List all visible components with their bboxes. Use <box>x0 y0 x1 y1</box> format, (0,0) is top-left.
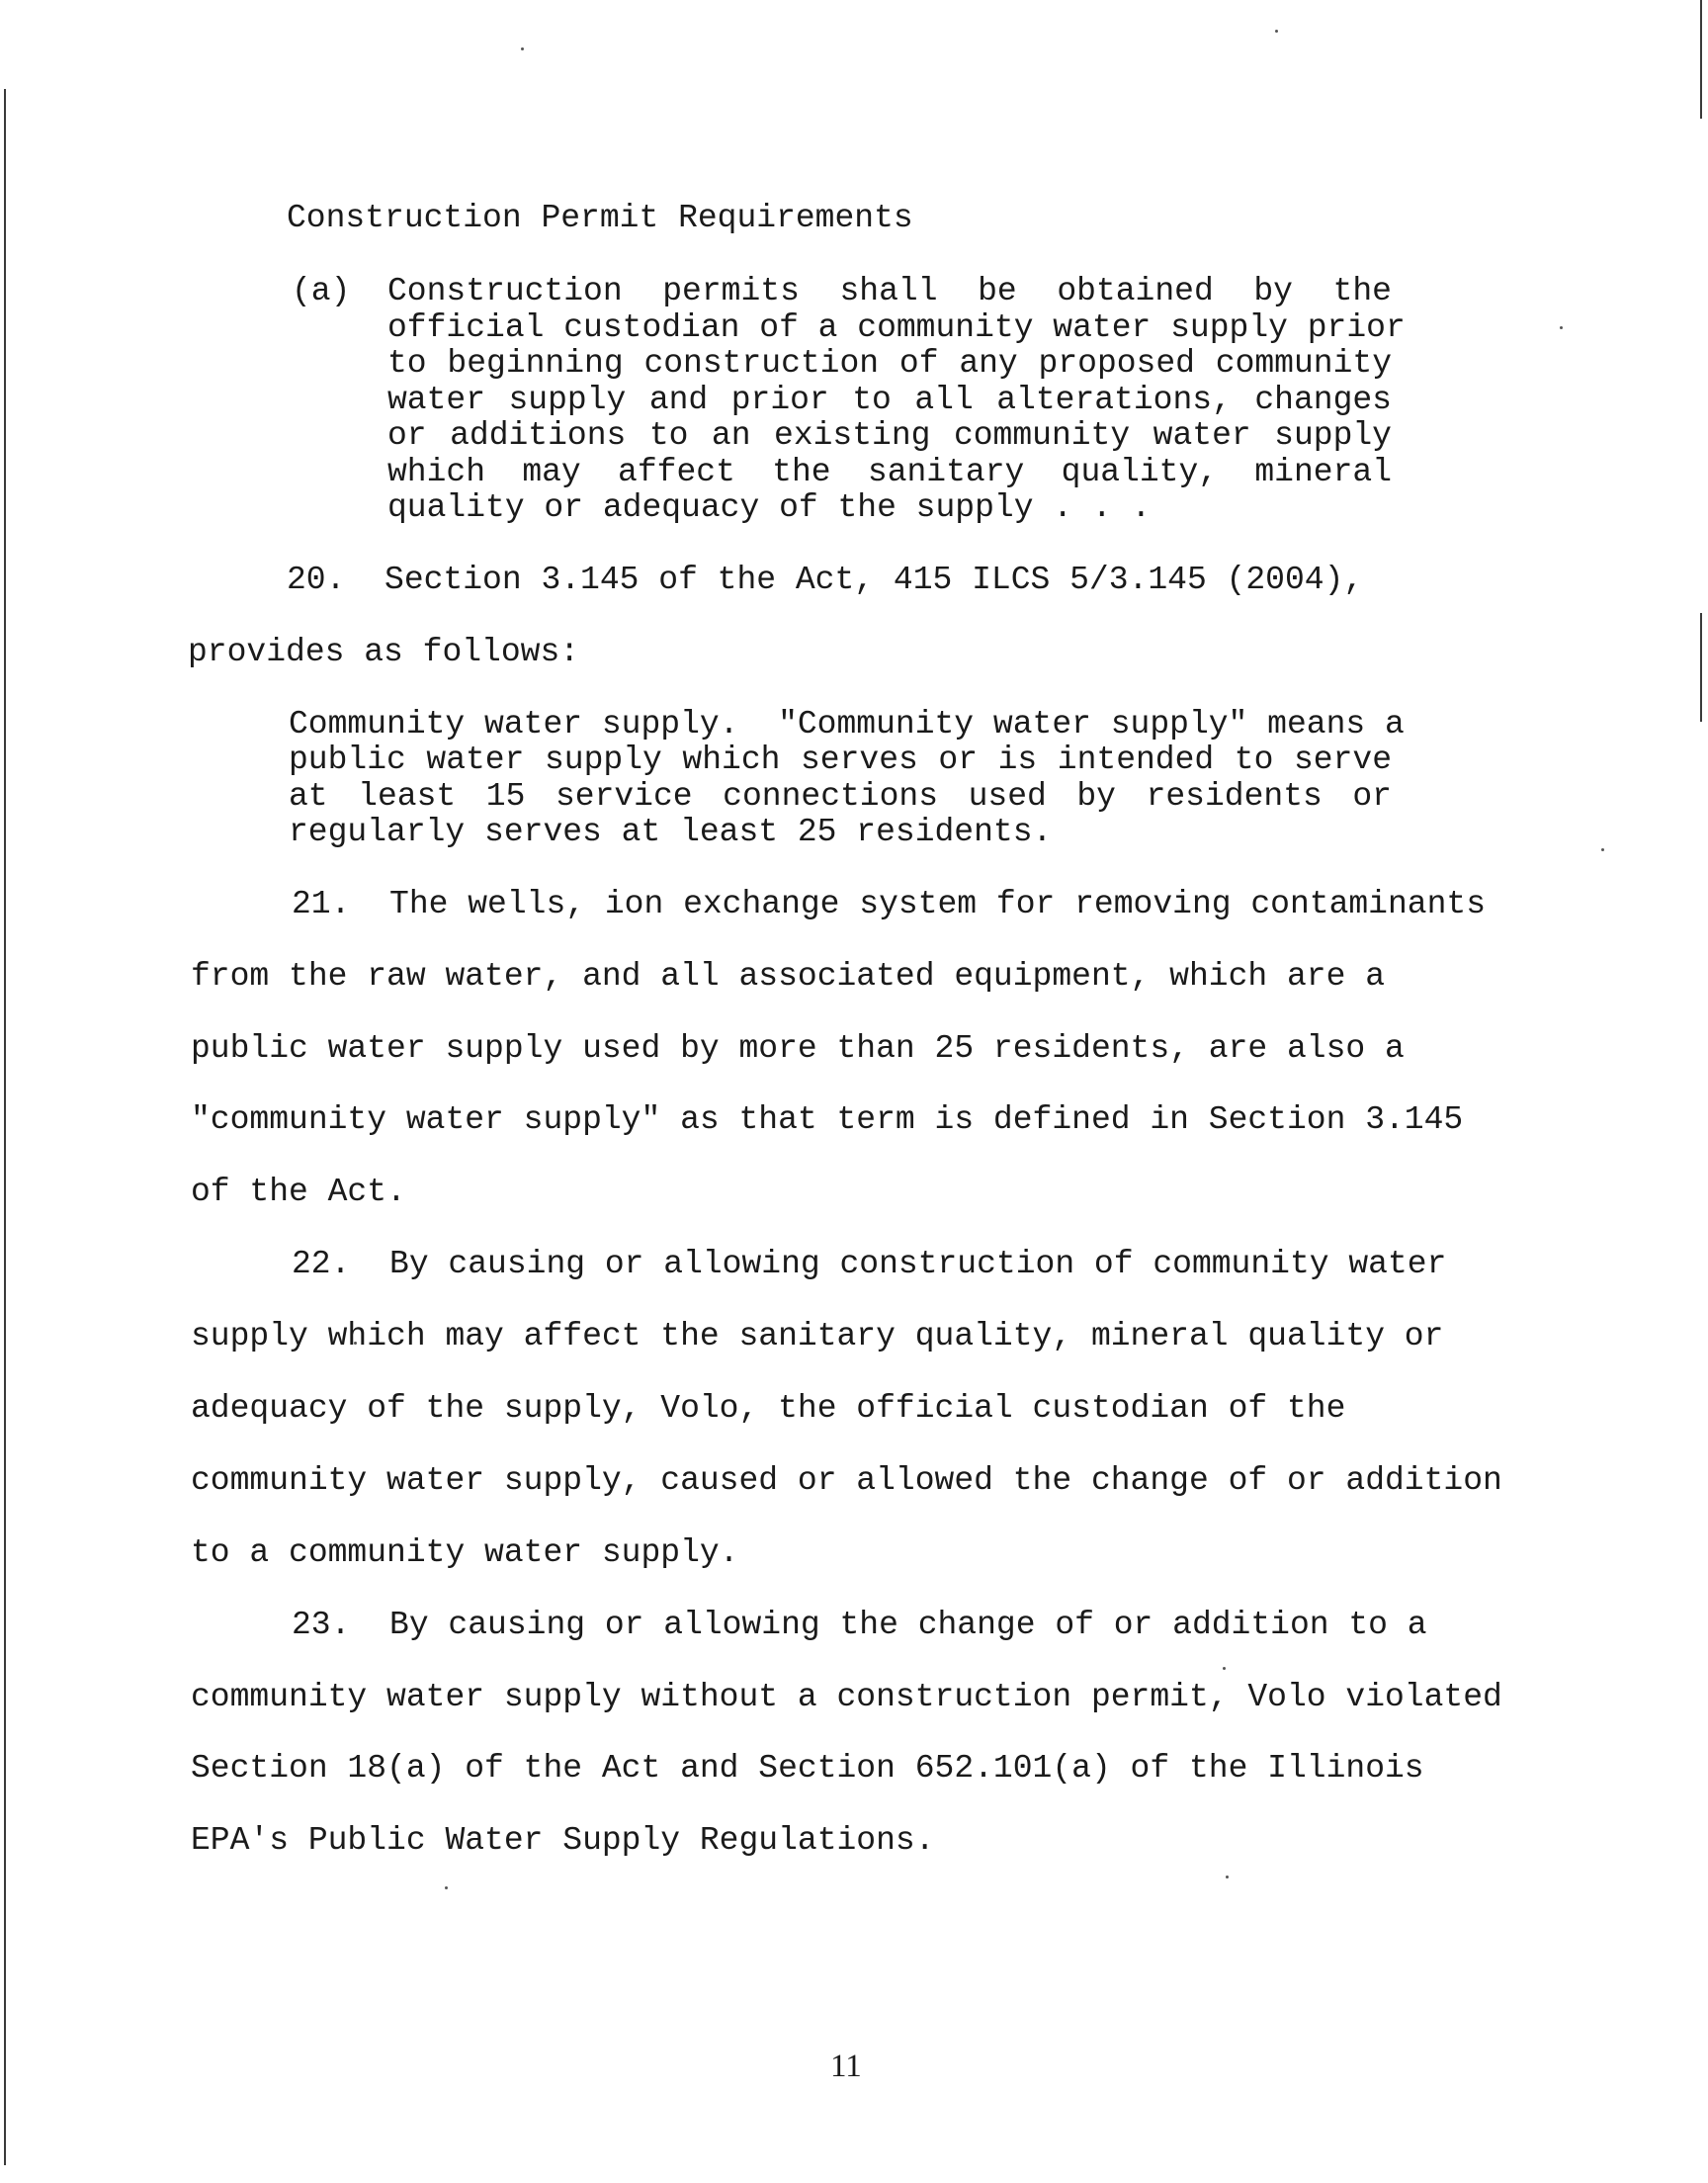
paragraph-line: Section 18(a) of the Act and Section 652.101(a) of the Illinois <box>191 1750 1424 1787</box>
scan-edge-left <box>4 89 6 2165</box>
definition-line: public water supply which serves or is intended to serve <box>289 742 1392 778</box>
scan-speck <box>1223 1667 1226 1670</box>
paragraph-line: 20. Section 3.145 of the Act, 415 ILCS 5/3.145 (2004), <box>287 562 1364 598</box>
scan-speck <box>1601 848 1604 851</box>
quote-line: or additions to an existing community water supply <box>387 417 1392 454</box>
paragraph-line: from the raw water, and all associated equipment, which are a <box>191 958 1385 995</box>
paragraph-line: 21. The wells, ion exchange system for removing contaminants <box>292 886 1486 922</box>
section-heading: Construction Permit Requirements <box>287 200 913 236</box>
paragraph-line: provides as follows: <box>188 634 580 670</box>
definition-line: at least 15 service connections used by residents or <box>289 778 1392 815</box>
paragraph-line: community water supply, caused or allowed the change of or addition <box>191 1462 1502 1499</box>
page-number: 11 <box>830 2049 862 2084</box>
scan-speck <box>521 47 524 50</box>
scan-speck <box>445 1886 448 1889</box>
paragraph-line: supply which may affect the sanitary quality, mineral quality or <box>191 1318 1444 1354</box>
paragraph-line: of the Act. <box>191 1174 406 1210</box>
definition-line: Community water supply. "Community water supply" means a <box>289 706 1405 742</box>
definition-line: regularly serves at least 25 residents. <box>289 814 1053 850</box>
quote-line: quality or adequacy of the supply . . . <box>387 489 1152 526</box>
paragraph-line: "community water supply" as that term is defined in Section 3.145 <box>191 1101 1464 1138</box>
paragraph-line: community water supply without a construction permit, Volo violated <box>191 1679 1502 1715</box>
paragraph-line: 23. By causing or allowing the change of or addition to a <box>292 1607 1427 1643</box>
paragraph-line: 22. By causing or allowing construction of community water <box>292 1246 1447 1282</box>
quote-line: Construction permits shall be obtained by the <box>387 273 1392 309</box>
quote-line: to beginning construction of any proposed community <box>387 345 1392 382</box>
scan-edge-right-top <box>1700 0 1702 119</box>
quote-line: which may affect the sanitary quality, mineral <box>387 454 1392 490</box>
quote-line: water supply and prior to all alterations, changes <box>387 382 1392 418</box>
paragraph-line: EPA's Public Water Supply Regulations. <box>191 1822 935 1859</box>
scan-edge-right-mid <box>1700 613 1702 722</box>
quote-label: (a) <box>292 273 351 309</box>
paragraph-line: adequacy of the supply, Volo, the official custodian of the <box>191 1390 1346 1427</box>
paragraph-line: public water supply used by more than 25 residents, are also a <box>191 1030 1405 1067</box>
paragraph-line: to a community water supply. <box>191 1534 739 1571</box>
scan-speck <box>1226 1876 1229 1878</box>
scan-speck <box>1275 30 1278 33</box>
quote-line: official custodian of a community water supply prior <box>387 309 1406 346</box>
scan-speck <box>1560 326 1563 329</box>
